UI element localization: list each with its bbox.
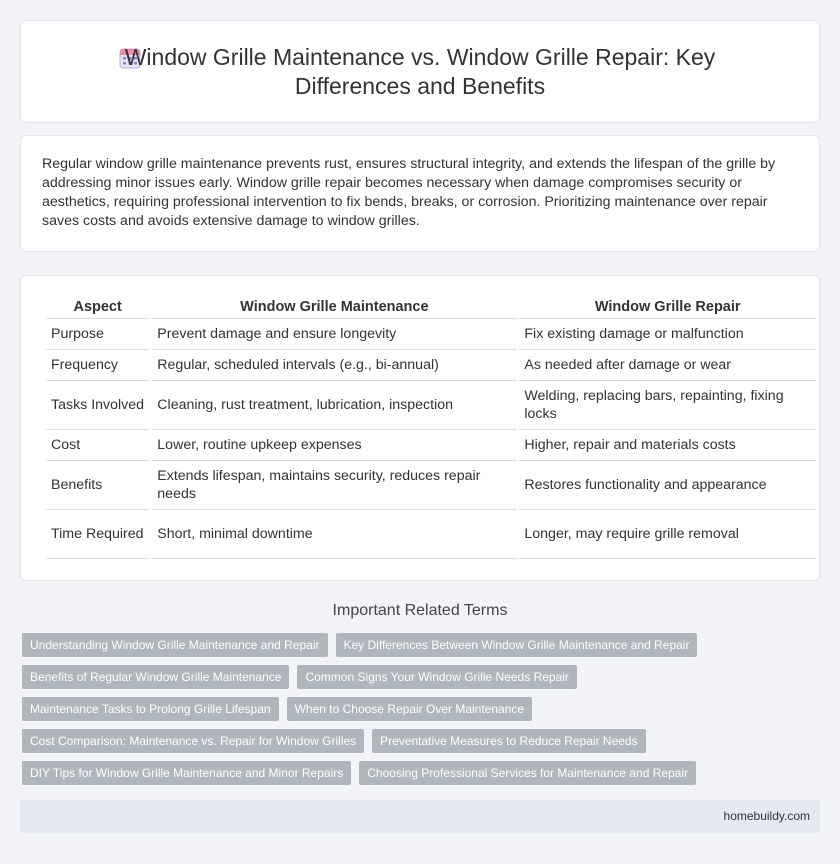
related-term-tag[interactable]: Choosing Professional Services for Maintenance and Repair: [359, 761, 696, 785]
table-row: [46, 319, 816, 350]
intro-text: Regular window grille maintenance prevents rust, ensures structural integrity, and extends the lifespan of the grille by addressing minor issues early. Window grille repair becomes necessary when damage compromises security or aesthetics, requiring professional intervention to fix bends, breaks, or corrosion. Prioritizing maintenance over repair saves costs and avoids extensive damage to window grilles.: [42, 156, 776, 229]
table-cell: Welding, replacing bars, repainting, fixing locks: [519, 381, 816, 430]
table-cell: Tasks Involved: [46, 381, 149, 430]
table-row: [46, 510, 816, 559]
table-cell: Higher, repair and materials costs: [519, 430, 816, 461]
table-row: [46, 461, 816, 510]
intro-card: [20, 135, 820, 252]
table-cell: As needed after damage or wear: [519, 350, 816, 381]
table-row: [46, 430, 816, 461]
related-term-tag[interactable]: Maintenance Tasks to Prolong Grille Lifespan: [22, 697, 279, 721]
footer-site-name[interactable]: homebuildy.com: [723, 809, 810, 823]
table-row: [46, 350, 816, 381]
table-row: [46, 381, 816, 430]
related-term-tag[interactable]: DIY Tips for Window Grille Maintenance and Minor Repairs: [22, 761, 351, 785]
header-card: [20, 20, 820, 123]
table-cell: Fix existing damage or malfunction: [519, 319, 816, 350]
related-terms-title: Important Related Terms: [332, 602, 508, 619]
table-header-row: [46, 296, 816, 319]
page-title: Window Grille Maintenance vs. Window Grille Repair: Key Differences and Benefits: [124, 44, 716, 99]
table-cell: Restores functionality and appearance: [519, 461, 816, 510]
table-cell: Frequency: [46, 350, 149, 381]
table-header: Window Grille Maintenance: [152, 296, 516, 319]
table-cell: Cleaning, rust treatment, lubrication, inspection: [152, 381, 516, 430]
comparison-table-card: [20, 275, 820, 581]
table-cell: Cost: [46, 430, 149, 461]
related-term-tag[interactable]: Key Differences Between Window Grille Maintenance and Repair: [336, 633, 698, 657]
table-cell: Longer, may require grille removal: [519, 510, 816, 559]
table-cell: Short, minimal downtime: [152, 510, 516, 559]
table-cell: Lower, routine upkeep expenses: [152, 430, 516, 461]
comparison-table: [43, 296, 819, 559]
related-term-tag[interactable]: Benefits of Regular Window Grille Maintenance: [22, 665, 289, 689]
table-header: Window Grille Repair: [519, 296, 816, 319]
table-header: Aspect: [46, 296, 149, 319]
table-cell: Benefits: [46, 461, 149, 510]
table-cell: Purpose: [46, 319, 149, 350]
table-cell: Prevent damage and ensure longevity: [152, 319, 516, 350]
table-cell: Regular, scheduled intervals (e.g., bi-annual): [152, 350, 516, 381]
table-cell: Time Required: [46, 510, 149, 559]
related-term-tag[interactable]: Common Signs Your Window Grille Needs Repair: [297, 665, 576, 689]
related-term-tag[interactable]: Cost Comparison: Maintenance vs. Repair for Window Grilles: [22, 729, 364, 753]
related-term-tag[interactable]: Preventative Measures to Reduce Repair Needs: [372, 729, 645, 753]
related-term-tag[interactable]: When to Choose Repair Over Maintenance: [287, 697, 532, 721]
related-term-tag[interactable]: Understanding Window Grille Maintenance and Repair: [22, 633, 328, 657]
footer: [20, 800, 820, 833]
related-terms-list: [22, 633, 722, 793]
table-cell: Extends lifespan, maintains security, reduces repair needs: [152, 461, 516, 510]
